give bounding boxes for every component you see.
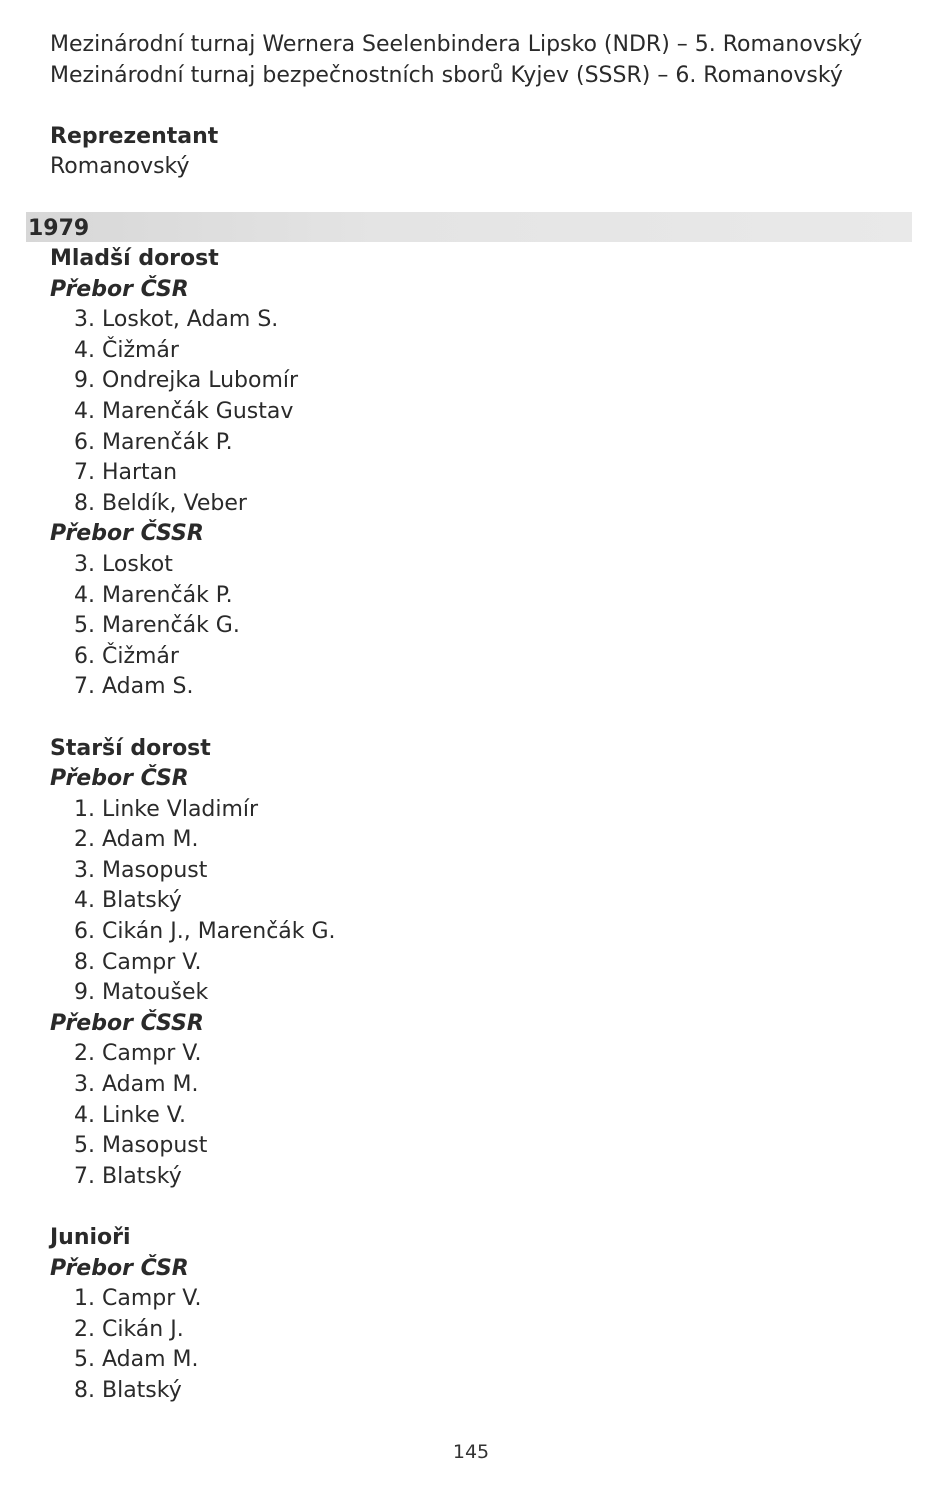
competition-title: Přebor ČSR: [50, 276, 189, 302]
result-entry: 1. Linke Vladimír: [74, 796, 259, 822]
result-entry: 9. Ondrejka Lubomír: [74, 368, 299, 394]
page-number: 145: [452, 1441, 490, 1463]
result-entry: 8. Beldík, Veber: [74, 490, 247, 516]
competition-title: Přebor ČSSR: [50, 1010, 204, 1036]
result-entry: 1. Campr V.: [74, 1286, 202, 1312]
section-heading: Mladší dorost: [50, 246, 219, 271]
result-entry: 4. Čižmár: [74, 337, 179, 363]
year-heading: 1979: [28, 216, 90, 241]
result-entry: 2. Cikán J.: [74, 1316, 184, 1342]
result-entry: 8. Blatský: [74, 1377, 182, 1403]
result-entry: 7. Hartan: [74, 460, 178, 486]
representative-heading: Reprezentant: [50, 123, 219, 149]
result-entry: 4. Linke V.: [74, 1102, 186, 1128]
result-entry: 5. Masopust: [74, 1133, 208, 1159]
intro-block: [50, 30, 910, 183]
result-entry: 4. Blatský: [74, 888, 182, 914]
intro-line: Mezinárodní turnaj Wernera Seelenbindera Lipsko (NDR) – 5. Romanovský: [50, 32, 863, 57]
result-entry: 6. Čižmár: [74, 643, 179, 669]
result-entry: 5. Adam M.: [74, 1347, 199, 1373]
year-band: [26, 212, 912, 242]
result-entry: 3. Loskot: [74, 551, 173, 577]
result-entry: 6. Cikán J., Marenčák G.: [74, 919, 336, 945]
result-entry: 4. Marenčák Gustav: [74, 398, 294, 424]
section-heading: Starší dorost: [50, 735, 211, 761]
result-entry: 2. Campr V.: [74, 1041, 202, 1067]
competition-title: Přebor ČSR: [50, 1255, 189, 1281]
result-entry: 5. Marenčák G.: [74, 613, 240, 639]
spacer: [50, 91, 910, 122]
spacer: [50, 703, 910, 734]
result-entry: 3. Adam M.: [74, 1072, 199, 1098]
result-entry: 4. Marenčák P.: [74, 582, 233, 608]
result-entry: 9. Matoušek: [74, 980, 209, 1006]
result-entry: 7. Adam S.: [74, 674, 194, 700]
competition-title: Přebor ČSSR: [50, 521, 204, 547]
competition-title: Přebor ČSR: [50, 766, 189, 792]
result-entry: 6. Marenčák P.: [74, 429, 233, 455]
result-entry: 3. Masopust: [74, 857, 208, 883]
results-content: [50, 244, 910, 1407]
result-entry: 3. Loskot, Adam S.: [74, 307, 279, 333]
result-entry: 2. Adam M.: [74, 827, 199, 853]
result-entry: 7. Blatský: [74, 1163, 182, 1189]
intro-line: Mezinárodní turnaj bezpečnostních sborů Kyjev (SSSR) – 6. Romanovský: [50, 62, 843, 88]
representative-name: Romanovský: [50, 154, 190, 180]
result-entry: 8. Campr V.: [74, 949, 202, 975]
spacer: [50, 1192, 910, 1223]
section-heading: Junioři: [50, 1225, 131, 1250]
